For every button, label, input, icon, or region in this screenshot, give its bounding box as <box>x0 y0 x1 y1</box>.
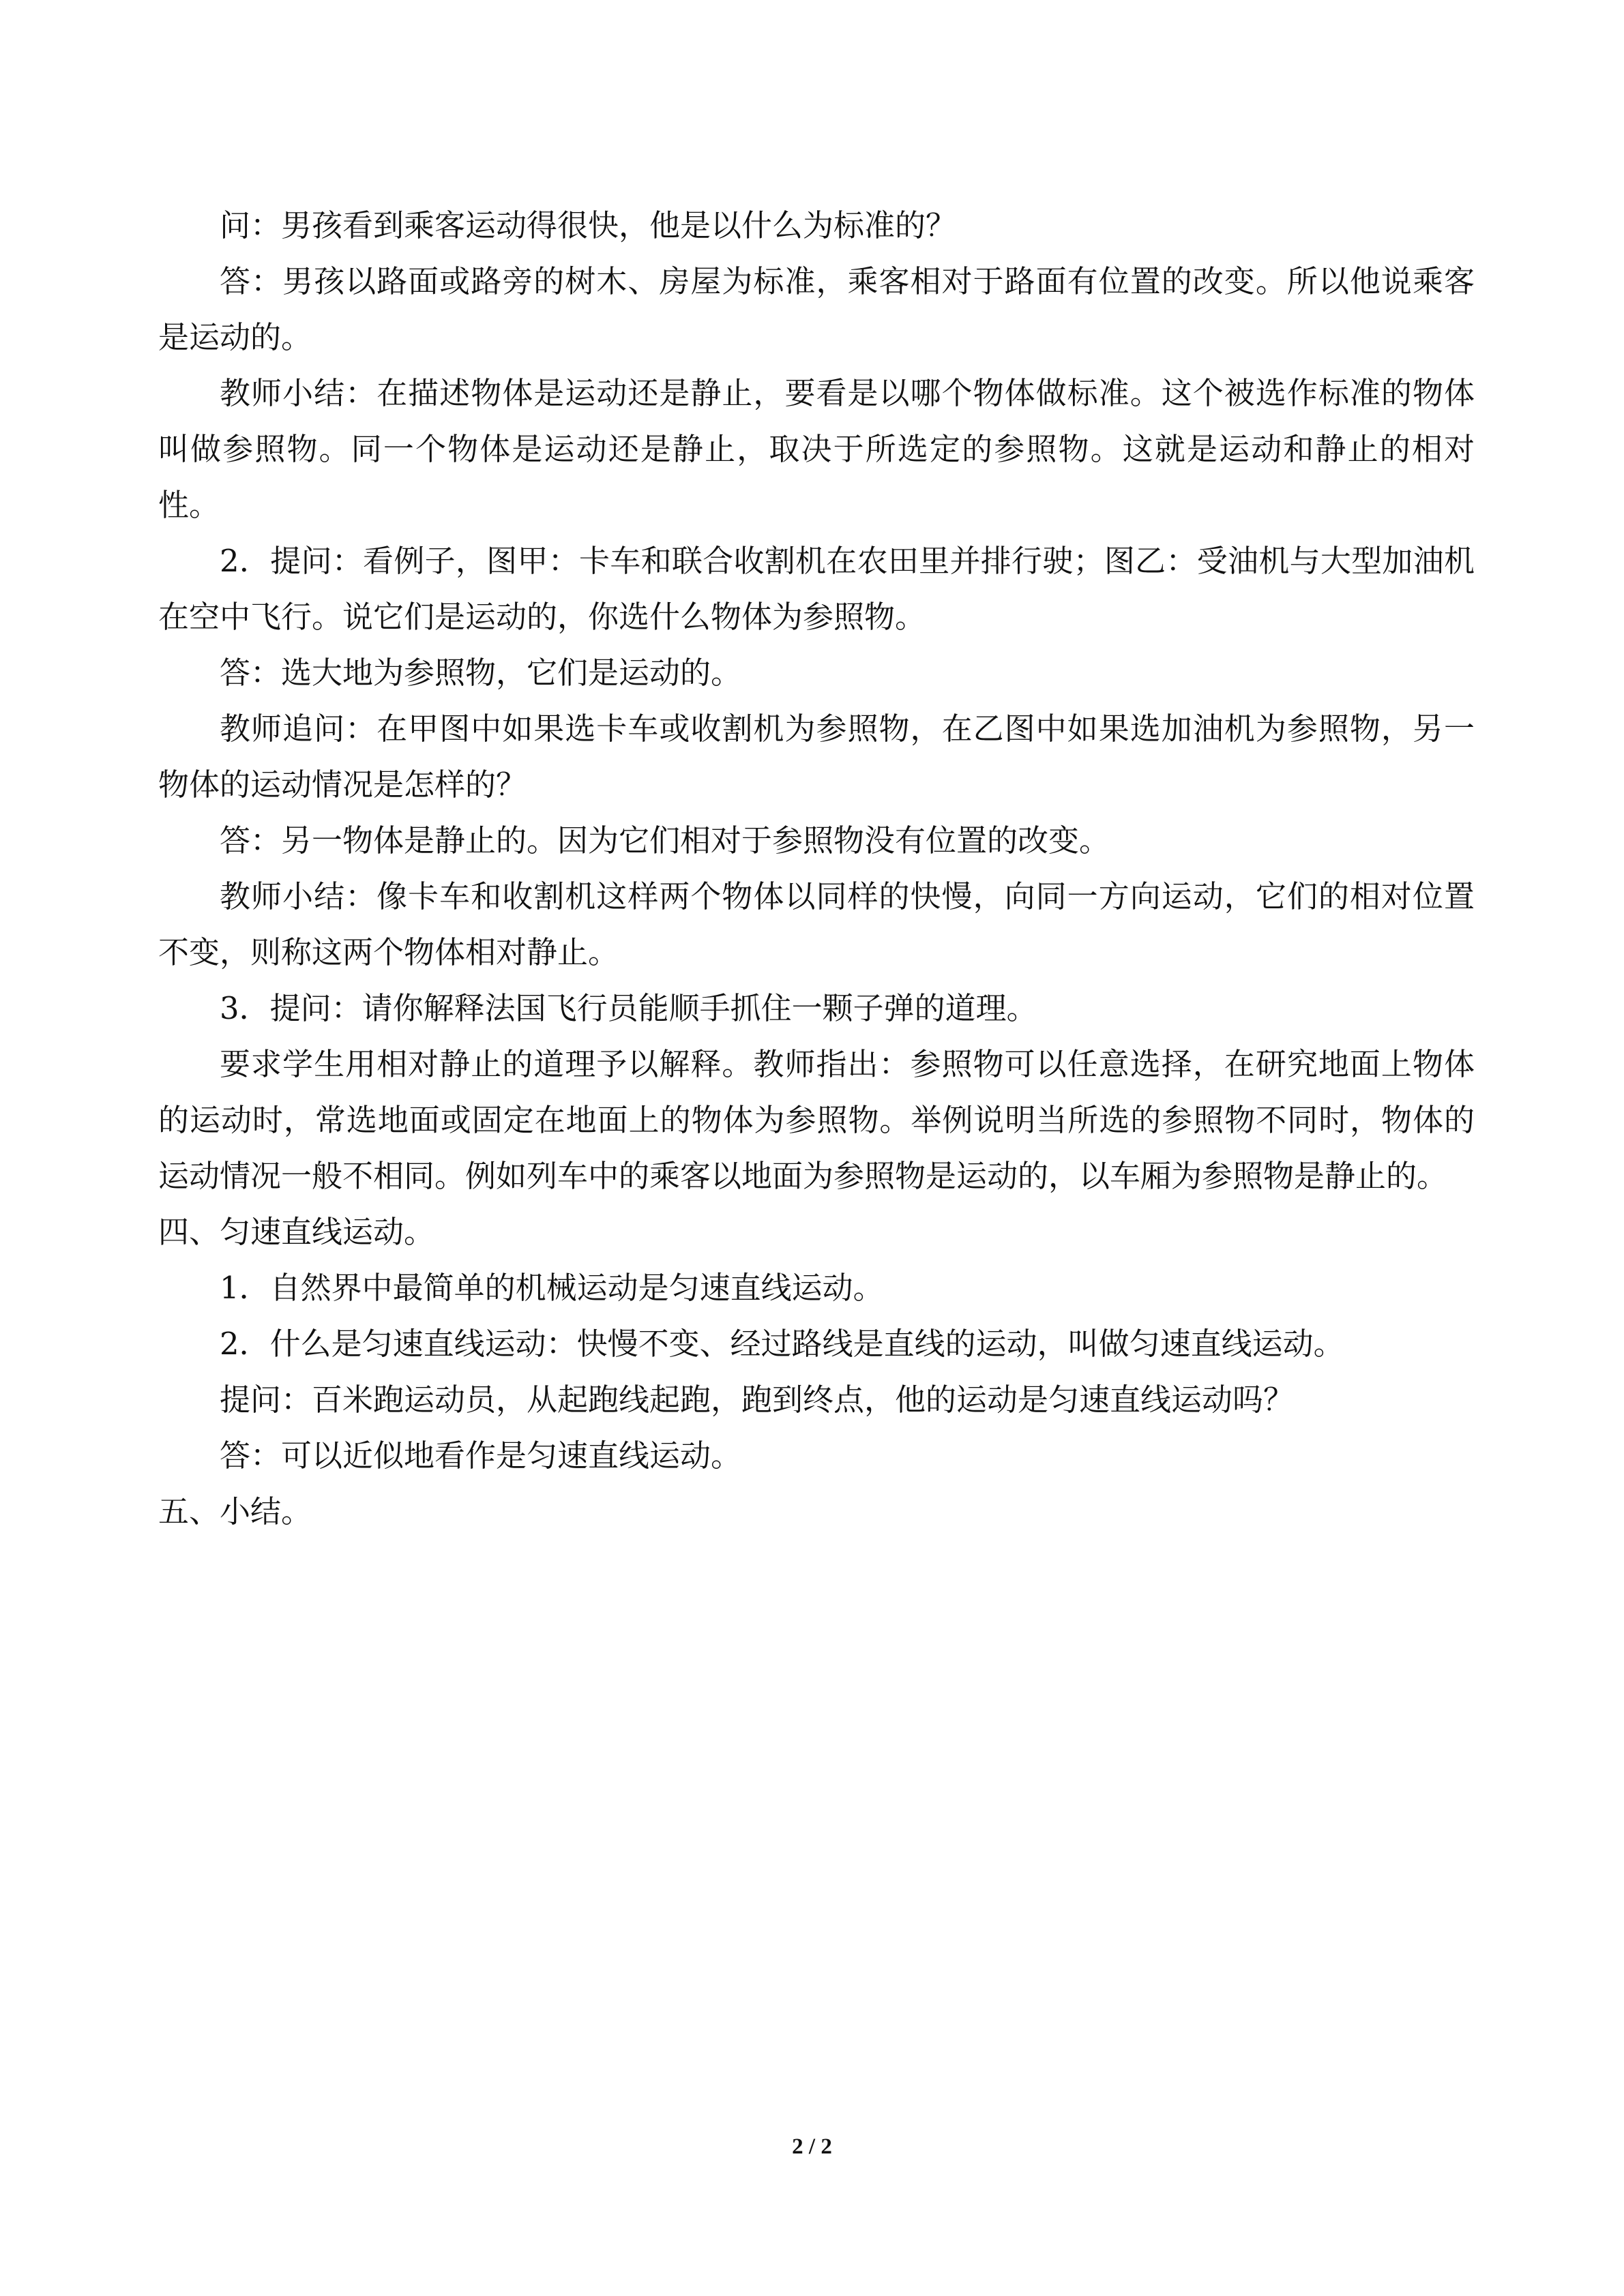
paragraph-answer-boy: 答：男孩以路面或路旁的树木、房屋为标准，乘客相对于路面有位置的改变。所以他说乘客是运动的。 <box>158 263 1475 355</box>
paragraph-answer-static: 答：另一物体是静止的。因为它们相对于参照物没有位置的改变。 <box>220 822 1110 859</box>
paragraph-teacher-followup: 教师追问：在甲图中如果选卡车或收割机为参照物，在乙图中如果选加油机为参照物，另一物体的运动情况是怎样的？ <box>158 711 1475 803</box>
paragraph-teacher-summary-reference: 教师小结：在描述物体是运动还是静止，要看是以哪个物体做标准。这个被选作标准的物体叫做参照物。同一个物体是运动还是静止，取决于所选定的参照物。这就是运动和静止的相对性。 <box>158 375 1475 523</box>
paragraph-uniform-2: 2．什么是匀速直线运动：快慢不变、经过路线是直线的运动，叫做匀速直线运动。 <box>220 1326 1344 1362</box>
paragraph-answer-ground: 答：选大地为参照物，它们是运动的。 <box>220 655 742 691</box>
page-number: 2 / 2 <box>792 2134 832 2159</box>
document-body <box>158 198 1475 1540</box>
paragraph-question-boy: 问：男孩看到乘客运动得很快，他是以什么为标准的？ <box>220 207 957 243</box>
section-heading-uniform-motion: 四、匀速直线运动。 <box>158 1214 435 1250</box>
paragraph-question-2: 2．提问：看例子，图甲：卡车和联合收割机在农田里并排行驶；图乙：受油机与大型加油机在空中飞行。说它们是运动的，你选什么物体为参照物。 <box>158 543 1475 635</box>
section-heading-summary: 五、小结。 <box>158 1493 312 1530</box>
paragraph-question-sprinter: 提问：百米跑运动员，从起跑线起跑，跑到终点，他的运动是匀速直线运动吗？ <box>220 1382 1295 1418</box>
paragraph-explanation: 要求学生用相对静止的道理予以解释。教师指出：参照物可以任意选择，在研究地面上物体的运动时，常选地面或固定在地面上的物体为参照物。举例说明当所选的参照物不同时，物体的运动情况一般不相同。例如列车中的乘客以地面为参照物是运动的，以车厢为参照物是静止的。 <box>158 1046 1475 1194</box>
paragraph-question-3: 3．提问：请你解释法国飞行员能顺手抓住一颗子弹的道理。 <box>220 990 1037 1026</box>
paragraph-uniform-1: 1．自然界中最简单的机械运动是匀速直线运动。 <box>220 1270 884 1306</box>
paragraph-answer-sprinter: 答：可以近似地看作是匀速直线运动。 <box>220 1437 742 1474</box>
paragraph-teacher-summary-relative-rest: 教师小结：像卡车和收割机这样两个物体以同样的快慢，向同一方向运动，它们的相对位置不变，则称这两个物体相对静止。 <box>158 878 1475 970</box>
